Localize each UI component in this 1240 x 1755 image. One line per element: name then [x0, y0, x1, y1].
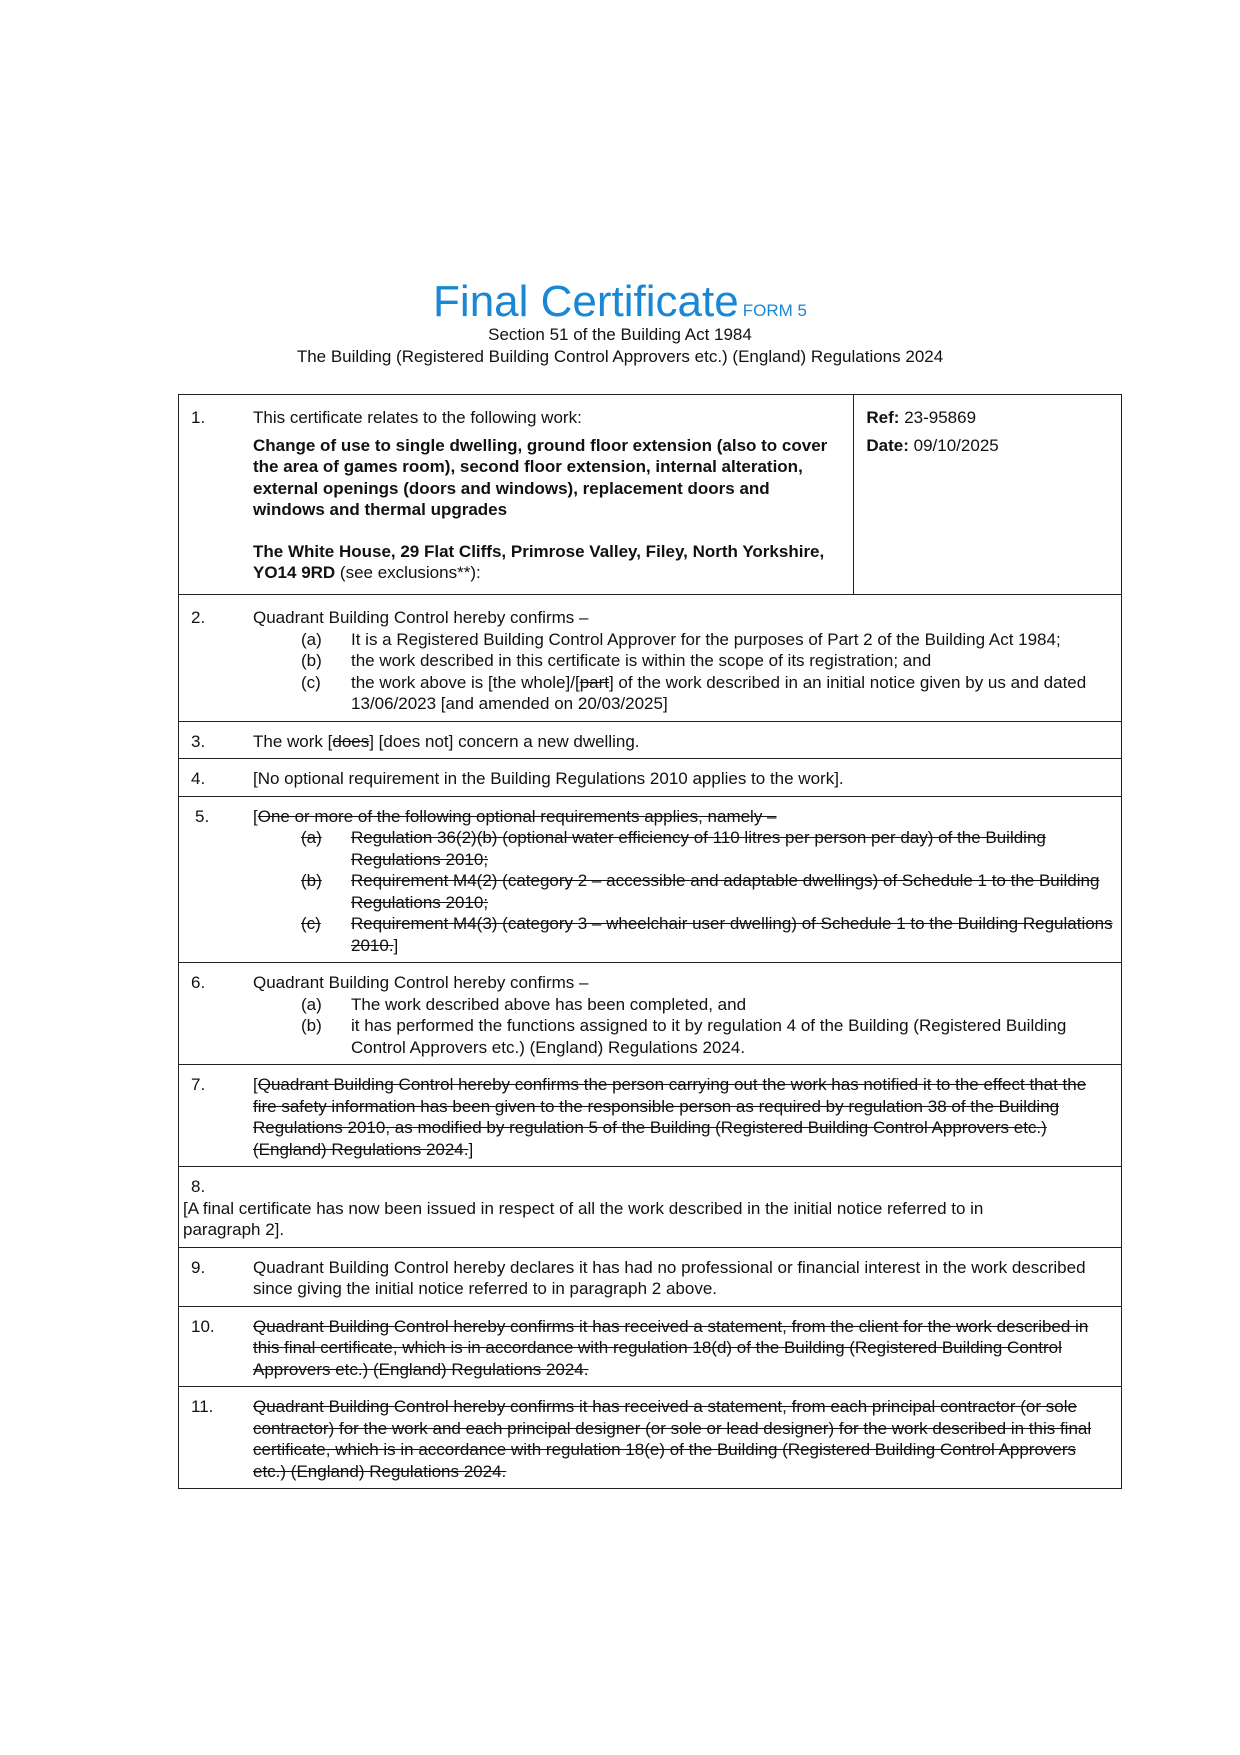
certificate-header: [0, 277, 1240, 368]
subtitle-act: Section 51 of the Building Act 1984: [488, 325, 752, 344]
ref-label: Ref:: [866, 408, 900, 427]
section-2: [179, 595, 1122, 722]
clause-c: (c) Requirement M4(3) (category 3 – wheelchair user dwelling) of Schedule 1 to the Building Regulations 2010.]: [301, 914, 1113, 955]
date-value: 09/10/2025: [908, 435, 999, 455]
form-label: FORM 5: [742, 301, 807, 320]
section-number: 10.: [191, 1316, 215, 1336]
section-number: 6.: [191, 973, 206, 992]
section-number: 1.: [191, 408, 206, 427]
struck-text: does: [332, 731, 370, 751]
section-number: 3.: [191, 731, 206, 751]
section-7: 7. [Quadrant Building Control hereby confirms the person carrying out the work has notified it to the effect that the fire safety information has been given to the responsible person as required by regulation 38 of the Building Regulations 2010, as modified by regulation 5 of the Building (Registered Building Control Approvers etc.) (England) Regulations 2024.]: [179, 1065, 1122, 1167]
clause-a: (a) The work described above has been completed, and: [301, 994, 747, 1014]
section-9-text: Quadrant Building Control hereby declares it has had no professional or financial interest in the work described since giving the initial notice referred to in paragraph 2 above.: [253, 1257, 1086, 1298]
date-line: [866, 435, 1109, 457]
clause-a: (a) Regulation 36(2)(b) (optional water efficiency of 110 litres per person per day) of the Building Regulations 2010;: [301, 828, 1046, 869]
certificate-table: [178, 394, 1122, 1489]
section-1: [179, 395, 1122, 595]
section-number: 9.: [191, 1257, 206, 1277]
section-3: 3. The work [does] [does not] concern a new dwelling.: [179, 721, 1122, 759]
section-number: 2.: [191, 608, 206, 627]
struck-text: part: [579, 672, 609, 692]
section-4: [179, 759, 1122, 797]
clause-b: (b) it has performed the functions assigned to it by regulation 4 of the Building (Registered Building Control Approvers etc.) (England) Regulations 2024.: [301, 1016, 1067, 1057]
work-description: Change of use to single dwelling, ground floor extension (also to cover the area of games room), second floor extension, internal alteration, external openings (doors and windows), replacement doors and windows and thermal upgrades: [253, 435, 828, 519]
section-1-intro: This certificate relates to the following work:: [253, 408, 582, 427]
section-6-intro: Quadrant Building Control hereby confirms –: [253, 973, 589, 992]
clause-a: (a) It is a Registered Building Control Approver for the purposes of Part 2 of the Building Act 1984;: [301, 629, 1061, 649]
section-9: [179, 1247, 1122, 1306]
section-2-intro: Quadrant Building Control hereby confirms –: [253, 608, 589, 627]
clause-c: (c) the work above is [the whole]/[part] of the work described in an initial notice given by us and dated 13/06/2023 [and amended on 20/03/2025]: [301, 672, 1087, 713]
date-label: Date:: [866, 435, 909, 455]
section-11-text: Quadrant Building Control hereby confirms it has received a statement, from each principal contractor (or sole contractor) for the work and each principal designer (or sole or lead designer) for the work described in this final certificate, which is in accordance with regulation 18(e) of the Building (Registered Building Control Approvers etc.) (England) Regulations 2024.: [253, 1397, 1092, 1481]
section-11: [179, 1387, 1122, 1489]
section-10: [179, 1306, 1122, 1387]
section-7-text: Quadrant Building Control hereby confirms the person carrying out the work has notified it to the effect that the fire safety information has been given to the responsible person as required by regulation 38 of the Building Regulations 2010, as modified by regulation 5 of the Building (Registered Building Control Approvers etc.) (England) Regulations 2024.: [253, 1075, 1087, 1159]
address-suffix: (see exclusions**):: [335, 563, 481, 582]
section-10-text: Quadrant Building Control hereby confirms it has received a statement, from the client for the work described in this final certificate, which is in accordance with regulation 18(d) of the Building (Registered Building Control Approvers etc.) (England) Regulations 2024.: [253, 1316, 1089, 1379]
clause-b: (b) the work described in this certificate is within the scope of its registration; and: [301, 651, 932, 670]
section-number: 7.: [191, 1075, 206, 1094]
ref-value: 23-95869: [899, 408, 977, 427]
section-8-text: [A final certificate has now been issued in respect of all the work described in the initial notice referred to in paragraph 2].: [183, 1198, 984, 1239]
reference-cell: [854, 395, 1122, 595]
section-number: 5.: [195, 806, 210, 826]
site-address: The White House, 29 Flat Cliffs, Primrose Valley, Filey, North Yorkshire, YO14 9RD: [253, 541, 825, 582]
page-title: Final Certificate: [433, 277, 739, 326]
reference-line: [866, 407, 1109, 429]
section-number: 8.: [191, 1177, 206, 1196]
section-8: [179, 1167, 1122, 1248]
section-5: 5. [One or more of the following optional requirements applies, namely – (a) Regulation 36(2)(b) (optional water efficiency of 110 litres per person per day) of the Building Regulations 2010; (b) Requirement M4(2) (category 2 – accessible and adaptable dwellings) of Schedule 1 to the Building Regulations 2010; (c) Requirement M4(3) (category 3 – wheelchair user dwelling) of Schedule 1 to the Building Regulations 2010.]: [179, 796, 1122, 963]
clause-b: (b) Requirement M4(2) (category 2 – accessible and adaptable dwellings) of Schedule 1 to the Building Regulations 2010;: [301, 871, 1100, 912]
section-5-intro: One or more of the following optional requirements applies, namely –: [257, 806, 777, 826]
section-number: 4.: [191, 769, 206, 788]
subtitle-regulations: The Building (Registered Building Control Approvers etc.) (England) Regulations 2024: [296, 347, 944, 366]
section-number: 11.: [191, 1397, 214, 1416]
section-4-text: [No optional requirement in the Building Regulations 2010 applies to the work].: [253, 769, 844, 788]
site-address-line: [253, 541, 843, 584]
section-6: [179, 963, 1122, 1065]
